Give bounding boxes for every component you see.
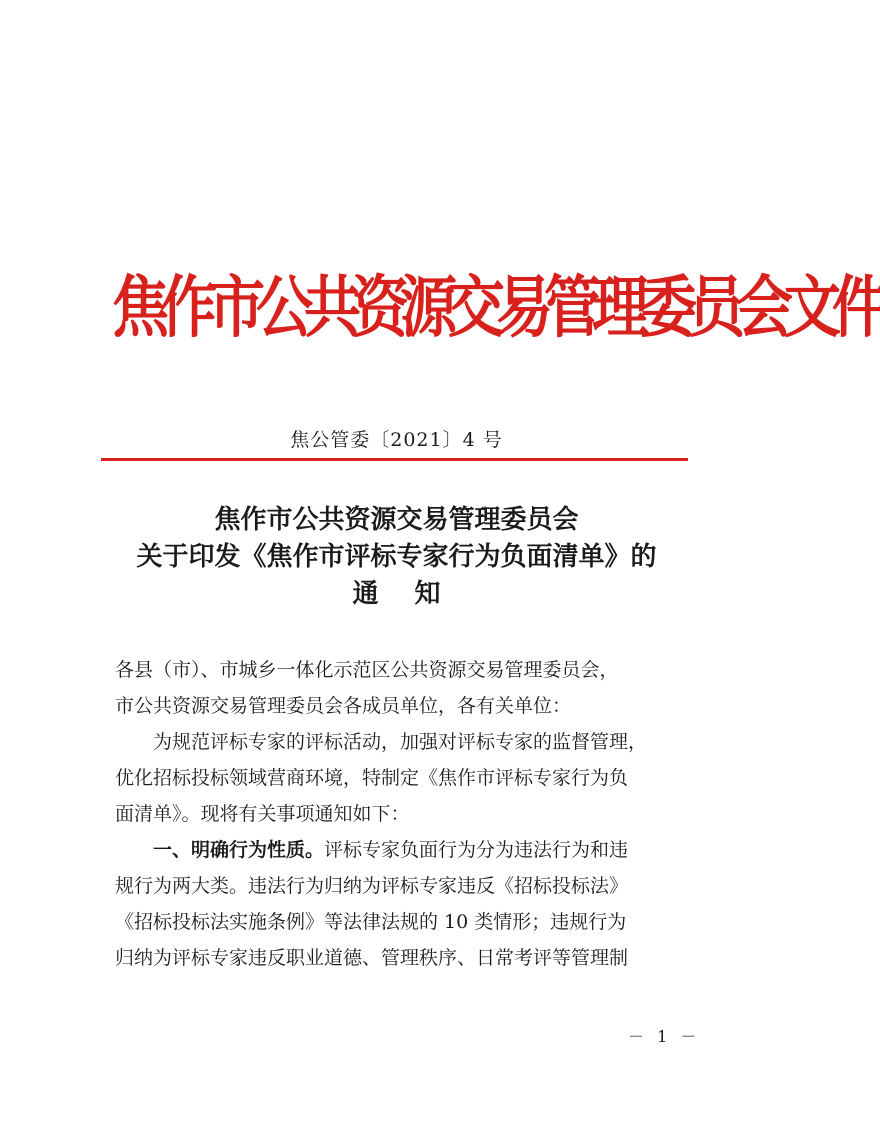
addressee-paragraph [115, 652, 680, 724]
intro-line-3: 面清单》。现将有关事项通知如下： [115, 803, 410, 825]
addressee-line-1: 各县（市）、市城乡一体化示范区公共资源交易管理委员会， [115, 659, 619, 681]
section-1-line-1 [115, 832, 680, 868]
page-number: － 1 － [628, 1027, 701, 1046]
document-number: 焦公管委〔2021〕4 号 [290, 429, 503, 451]
document-header-title: 焦作市公共资源交易管理委员会文件 [112, 267, 880, 347]
body-text [115, 652, 680, 976]
section-1-line-2: 规行为两大类。违法行为归纳为评标专家违反《招标投标法》 [115, 875, 629, 897]
section-1-line-4: 归纳为评标专家违反职业道德、管理秩序、日常考评等管理制 [115, 947, 629, 969]
notice-title-line-2: 关于印发《焦作市评标专家行为负面清单》的 [136, 542, 657, 572]
section-1-line-1-text: 评标专家负面行为分为违法行为和违 [324, 839, 629, 861]
notice-title [0, 502, 793, 613]
section-1-line-3: 《招标投标法实施条例》等法律法规的 10 类情形；违规行为 [115, 911, 627, 933]
red-separator-line [101, 458, 688, 461]
addressee-line-2: 市公共资源交易管理委员会各成员单位，各有关单位： [115, 695, 572, 717]
section-1-paragraph [115, 832, 680, 976]
intro-line-1: 为规范评标专家的评标活动，加强对评标专家的监督管理， [153, 731, 648, 753]
intro-line-2: 优化招标投标领域营商环境，特制定《焦作市评标专家行为负 [115, 767, 629, 789]
intro-paragraph [115, 724, 680, 832]
notice-title-line-3: 通知 [352, 579, 477, 609]
section-1-heading: 一、明确行为性质。 [153, 839, 325, 861]
notice-title-line-1: 焦作市公共资源交易管理委员会 [214, 505, 579, 535]
